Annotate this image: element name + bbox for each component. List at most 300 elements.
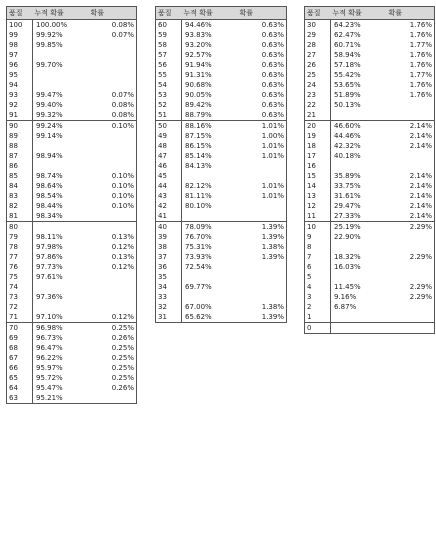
probability-cell: 0.07% (111, 31, 134, 39)
probability-cell: 2.29% (387, 222, 435, 233)
table-row (305, 242, 435, 252)
quality-cell: 98 (7, 40, 33, 50)
probability-cell: 0.63% (261, 111, 284, 119)
cumulative-probability-cell: 96.98% (33, 323, 89, 334)
cumulative-probability-cell (331, 110, 387, 121)
probability-cell: 1.01% (261, 152, 284, 160)
quality-cell: 53 (156, 90, 182, 100)
probability-cell: 1.00% (261, 132, 284, 140)
quality-cell: 22 (305, 100, 331, 110)
table-row (156, 70, 287, 80)
quality-cell: 69 (7, 333, 33, 343)
cumulative-probability-cell: 62.47% (334, 31, 361, 39)
cumulative-probability-cell: 89.42% (185, 101, 212, 109)
cumulative-probability-cell: 44.46% (334, 132, 361, 140)
probability-cell: 0.12% (111, 313, 134, 321)
probability-cell (387, 312, 435, 323)
probability-cell: 0.10% (111, 182, 134, 190)
cumulative-probability-cell: 58.94% (334, 51, 361, 59)
cumulative-probability-cell: 97.73% (36, 263, 63, 271)
cumulative-probability-cell: 91.31% (185, 71, 212, 79)
cumulative-probability-cell: 100.00% (36, 21, 68, 29)
cumulative-probability-cell: 33.75% (334, 182, 361, 190)
cumulative-probability-cell: 65.62% (185, 313, 212, 321)
table-row (7, 252, 137, 262)
probability-cell: 1.39% (261, 253, 284, 261)
cumulative-probability-cell: 64.23% (334, 21, 361, 29)
cumulative-probability-cell: 27.33% (334, 212, 361, 220)
cumulative-probability-cell: 51.89% (334, 91, 361, 99)
probability-cell: 0.26% (111, 384, 134, 392)
quality-cell: 48 (156, 141, 182, 151)
probability-cell (89, 141, 137, 151)
cumulative-probability-cell: 76.70% (185, 233, 212, 241)
probability-cell (89, 292, 137, 302)
probability-cell: 1.76% (409, 31, 432, 39)
cumulative-probability-cell: 18.32% (334, 253, 361, 261)
probability-cell (387, 302, 435, 312)
cumulative-probability-cell: 96.47% (36, 344, 63, 352)
probability-cell: 2.14% (409, 182, 432, 190)
cumulative-probability-cell: 81.11% (185, 192, 212, 200)
table-row (305, 262, 435, 272)
cumulative-probability-cell: 84.13% (185, 162, 212, 170)
table-row (305, 70, 435, 80)
table-row (7, 232, 137, 242)
cumulative-probability-cell: 46.60% (331, 121, 387, 132)
probability-cell (89, 40, 137, 50)
table-row (156, 302, 287, 312)
table-row (305, 201, 435, 211)
table-row (7, 141, 137, 151)
cumulative-probability-cell: 99.92% (36, 31, 63, 39)
probability-cell (387, 272, 435, 282)
quality-cell: 56 (156, 60, 182, 70)
probability-cell: 1.76% (409, 61, 432, 69)
header-cumulative-probability: 누적 확률 (182, 7, 238, 20)
cumulative-probability-cell (33, 282, 89, 292)
cumulative-probability-cell: 97.98% (36, 243, 63, 251)
quality-cell: 90 (7, 121, 33, 132)
probability-cell: 0.25% (111, 354, 134, 362)
table-row (305, 252, 435, 262)
table-row (7, 272, 137, 282)
probability-cell: 0.13% (111, 233, 134, 241)
header-probability: 확률 (89, 7, 137, 20)
cumulative-probability-cell: 94.46% (185, 21, 212, 29)
probability-cell (387, 151, 435, 161)
quality-cell: 97 (7, 50, 33, 60)
cumulative-probability-cell (33, 80, 89, 90)
probability-cell: 0.10% (111, 202, 134, 210)
table-row (7, 201, 137, 211)
quality-cell: 93 (7, 90, 33, 100)
table-row (156, 232, 287, 242)
cumulative-probability-cell: 72.54% (185, 263, 212, 271)
cumulative-probability-cell: 78.09% (182, 222, 238, 233)
table-row (7, 242, 137, 252)
probability-cell (238, 262, 287, 272)
probability-cell (89, 161, 137, 171)
probability-cell (387, 242, 435, 252)
table-row (156, 242, 287, 252)
quality-cell: 17 (305, 151, 331, 161)
cumulative-probability-cell: 90.68% (185, 81, 212, 89)
probability-cell (89, 151, 137, 161)
probability-cell (89, 282, 137, 292)
table-row (156, 110, 287, 121)
table-row (7, 90, 137, 100)
quality-cell: 9 (305, 232, 331, 242)
probability-cell: 0.08% (111, 101, 134, 109)
table-row (7, 363, 137, 373)
cumulative-probability-cell: 99.40% (36, 101, 63, 109)
table-row (156, 252, 287, 262)
quality-cell: 78 (7, 242, 33, 252)
cumulative-probability-cell: 95.47% (36, 384, 63, 392)
cumulative-probability-cell: 82.12% (185, 182, 212, 190)
cumulative-probability-cell: 16.03% (334, 263, 361, 271)
table-row (156, 161, 287, 171)
probability-cell: 1.76% (409, 91, 432, 99)
probability-table-1 (6, 6, 137, 404)
table-row (305, 282, 435, 292)
probability-cell: 2.29% (409, 293, 432, 301)
quality-cell: 31 (156, 312, 182, 323)
probability-cell: 1.77% (409, 71, 432, 79)
probability-cell: 2.29% (409, 253, 432, 261)
table-row (156, 131, 287, 141)
cumulative-probability-cell: 90.05% (185, 91, 212, 99)
probability-table-2 (155, 6, 287, 323)
cumulative-probability-cell: 60.71% (334, 41, 361, 49)
table-row (7, 70, 137, 80)
cumulative-probability-cell: 95.72% (36, 374, 63, 382)
probability-cell: 1.01% (261, 182, 284, 190)
quality-cell: 3 (305, 292, 331, 302)
table-row (305, 302, 435, 312)
quality-cell: 16 (305, 161, 331, 171)
table-row (7, 282, 137, 292)
table-row (7, 222, 137, 233)
probability-cell (238, 272, 287, 282)
quality-cell: 40 (156, 222, 182, 233)
cumulative-probability-cell (331, 161, 387, 171)
header-quality: 품질 (156, 7, 182, 20)
probability-cell (238, 211, 287, 222)
table-row (156, 80, 287, 90)
cumulative-probability-cell: 57.18% (334, 61, 361, 69)
table-row (7, 151, 137, 161)
cumulative-probability-cell: 99.85% (36, 41, 63, 49)
cumulative-probability-cell: 6.87% (334, 303, 357, 311)
table-row (156, 90, 287, 100)
table-row (305, 20, 435, 31)
table-row (156, 292, 287, 302)
quality-cell: 99 (7, 30, 33, 40)
probability-cell: 1.39% (261, 313, 284, 321)
header-row (305, 7, 435, 20)
table-row (305, 312, 435, 323)
header-quality: 품질 (7, 7, 33, 20)
cumulative-probability-cell: 22.90% (334, 233, 361, 241)
probability-cell: 0.08% (111, 21, 134, 29)
probability-cell: 2.14% (409, 132, 432, 140)
probability-cell (89, 131, 137, 141)
table-row (7, 333, 137, 343)
cumulative-probability-cell: 86.15% (185, 142, 212, 150)
cumulative-probability-cell: 88.16% (182, 121, 238, 132)
quality-cell: 0 (305, 323, 331, 334)
probability-cell: 0.10% (111, 172, 134, 180)
quality-cell: 47 (156, 151, 182, 161)
cumulative-probability-cell: 88.79% (185, 111, 212, 119)
cumulative-probability-cell (182, 211, 238, 222)
probability-cell: 0.25% (111, 344, 134, 352)
table-row (305, 232, 435, 242)
probability-cell: 0.10% (89, 121, 137, 132)
cumulative-probability-cell: 96.73% (36, 334, 63, 342)
quality-cell: 1 (305, 312, 331, 323)
cumulative-probability-cell: 92.57% (185, 51, 212, 59)
cumulative-probability-cell: 95.21% (36, 394, 63, 402)
table-row (156, 201, 287, 211)
quality-cell: 71 (7, 312, 33, 323)
probability-cell: 1.76% (409, 81, 432, 89)
quality-cell: 20 (305, 121, 331, 132)
table-row (305, 141, 435, 151)
cumulative-probability-cell: 11.45% (334, 283, 361, 291)
probability-cell (387, 323, 435, 334)
quality-cell: 15 (305, 171, 331, 181)
header-row (156, 7, 287, 20)
cumulative-probability-cell (33, 50, 89, 60)
probability-cell: 1.38% (261, 243, 284, 251)
quality-cell: 12 (305, 201, 331, 211)
cumulative-probability-cell (33, 222, 89, 233)
quality-cell: 84 (7, 181, 33, 191)
cumulative-probability-cell: 42.32% (334, 142, 361, 150)
quality-cell: 36 (156, 262, 182, 272)
cumulative-probability-cell: 99.24% (33, 121, 89, 132)
table-row (305, 323, 435, 334)
table-row (7, 60, 137, 70)
cumulative-probability-cell: 97.61% (36, 273, 63, 281)
table-row (305, 60, 435, 70)
cumulative-probability-cell: 95.97% (36, 364, 63, 372)
cumulative-probability-cell: 31.61% (334, 192, 361, 200)
table-row (156, 20, 287, 31)
quality-cell: 37 (156, 252, 182, 262)
quality-cell: 88 (7, 141, 33, 151)
table-row (305, 100, 435, 110)
quality-cell: 65 (7, 373, 33, 383)
table-row (305, 80, 435, 90)
cumulative-probability-cell (182, 272, 238, 282)
quality-cell: 76 (7, 262, 33, 272)
table-row (305, 121, 435, 132)
probability-cell (238, 282, 287, 292)
probability-cell: 2.14% (409, 142, 432, 150)
cumulative-probability-cell (331, 242, 387, 252)
probability-cell: 2.14% (409, 192, 432, 200)
quality-cell: 64 (7, 383, 33, 393)
table-row (305, 50, 435, 60)
quality-cell: 72 (7, 302, 33, 312)
table-row (7, 211, 137, 222)
probability-cell: 0.63% (261, 21, 284, 29)
probability-cell: 0.63% (261, 31, 284, 39)
quality-cell: 21 (305, 110, 331, 121)
cumulative-probability-cell: 93.83% (185, 31, 212, 39)
table-row (305, 40, 435, 50)
quality-cell: 35 (156, 272, 182, 282)
quality-cell: 85 (7, 171, 33, 181)
cumulative-probability-cell: 25.19% (331, 222, 387, 233)
cumulative-probability-cell: 99.47% (36, 91, 63, 99)
probability-cell (238, 292, 287, 302)
quality-cell: 73 (7, 292, 33, 302)
quality-cell: 38 (156, 242, 182, 252)
quality-cell: 39 (156, 232, 182, 242)
quality-cell: 74 (7, 282, 33, 292)
probability-cell: 1.39% (261, 233, 284, 241)
quality-cell: 7 (305, 252, 331, 262)
table-row (156, 262, 287, 272)
cumulative-probability-cell: 9.16% (334, 293, 357, 301)
cumulative-probability-cell: 98.94% (36, 152, 63, 160)
table-row (7, 40, 137, 50)
quality-cell: 75 (7, 272, 33, 282)
table-row (7, 302, 137, 312)
probability-cell: 1.76% (409, 51, 432, 59)
table-row (7, 121, 137, 132)
quality-cell: 49 (156, 131, 182, 141)
probability-cell: 1.01% (261, 192, 284, 200)
cumulative-probability-cell: 98.74% (36, 172, 63, 180)
probability-cell (89, 70, 137, 80)
table-row (156, 50, 287, 60)
table-row (7, 161, 137, 171)
probability-cell: 0.12% (111, 263, 134, 271)
table-row (156, 282, 287, 292)
quality-cell: 91 (7, 110, 33, 121)
cumulative-probability-cell: 29.47% (334, 202, 361, 210)
table-row (7, 110, 137, 121)
quality-cell: 68 (7, 343, 33, 353)
table-row (7, 373, 137, 383)
probability-table-3 (304, 6, 435, 334)
quality-cell: 67 (7, 353, 33, 363)
quality-cell: 100 (7, 20, 33, 31)
table-row (305, 131, 435, 141)
table-row (156, 40, 287, 50)
cumulative-probability-cell: 73.93% (185, 253, 212, 261)
probability-cell: 1.76% (409, 21, 432, 29)
header-cumulative-probability: 누적 확률 (331, 7, 387, 20)
table-row (305, 161, 435, 171)
cumulative-probability-cell (33, 70, 89, 80)
header-quality: 품질 (305, 7, 331, 20)
cumulative-probability-cell: 97.10% (36, 313, 63, 321)
table-row (305, 171, 435, 181)
probability-cell: 1.39% (238, 222, 287, 233)
probability-cell (89, 211, 137, 222)
table-row (156, 312, 287, 323)
table-row (156, 222, 287, 233)
quality-cell: 52 (156, 100, 182, 110)
probability-cell: 0.63% (261, 71, 284, 79)
quality-cell: 24 (305, 80, 331, 90)
table-row (7, 50, 137, 60)
quality-cell: 8 (305, 242, 331, 252)
table-row (305, 292, 435, 302)
cumulative-probability-cell: 98.54% (36, 192, 63, 200)
cumulative-probability-cell (331, 312, 387, 323)
quality-cell: 94 (7, 80, 33, 90)
probability-cell (387, 232, 435, 242)
quality-cell: 44 (156, 181, 182, 191)
table-row (305, 90, 435, 100)
quality-cell: 25 (305, 70, 331, 80)
quality-cell: 14 (305, 181, 331, 191)
quality-cell: 42 (156, 201, 182, 211)
table-row (156, 141, 287, 151)
quality-cell: 13 (305, 191, 331, 201)
quality-cell: 26 (305, 60, 331, 70)
table-row (156, 191, 287, 201)
probability-cell (89, 222, 137, 233)
cumulative-probability-cell (182, 292, 238, 302)
table-row (305, 272, 435, 282)
cumulative-probability-cell: 98.64% (36, 182, 63, 190)
table-row (156, 151, 287, 161)
probability-cell: 0.13% (111, 253, 134, 261)
quality-cell: 18 (305, 141, 331, 151)
probability-cell: 0.63% (261, 51, 284, 59)
cumulative-probability-cell: 55.42% (334, 71, 361, 79)
probability-cell (387, 161, 435, 171)
probability-cell: 0.12% (111, 243, 134, 251)
table-row (7, 393, 137, 404)
probability-cell: 0.63% (261, 91, 284, 99)
cumulative-probability-cell: 69.77% (185, 283, 212, 291)
probability-cell (238, 201, 287, 211)
probability-cell (89, 272, 137, 282)
cumulative-probability-cell: 35.89% (334, 172, 361, 180)
cumulative-probability-cell: 99.70% (36, 61, 63, 69)
cumulative-probability-cell: 97.86% (36, 253, 63, 261)
table-row (305, 151, 435, 161)
table-row (305, 191, 435, 201)
probability-cell: 0.63% (261, 41, 284, 49)
probability-cell: 1.01% (238, 121, 287, 132)
quality-cell: 45 (156, 171, 182, 181)
quality-cell: 23 (305, 90, 331, 100)
quality-cell: 86 (7, 161, 33, 171)
quality-cell: 10 (305, 222, 331, 233)
table-row (156, 181, 287, 191)
cumulative-probability-cell: 99.14% (36, 132, 63, 140)
table-row (305, 222, 435, 233)
quality-cell: 96 (7, 60, 33, 70)
table-row (7, 171, 137, 181)
quality-cell: 81 (7, 211, 33, 222)
table-row (156, 272, 287, 282)
cumulative-probability-cell: 50.13% (334, 101, 361, 109)
table-row (7, 80, 137, 90)
quality-cell: 79 (7, 232, 33, 242)
